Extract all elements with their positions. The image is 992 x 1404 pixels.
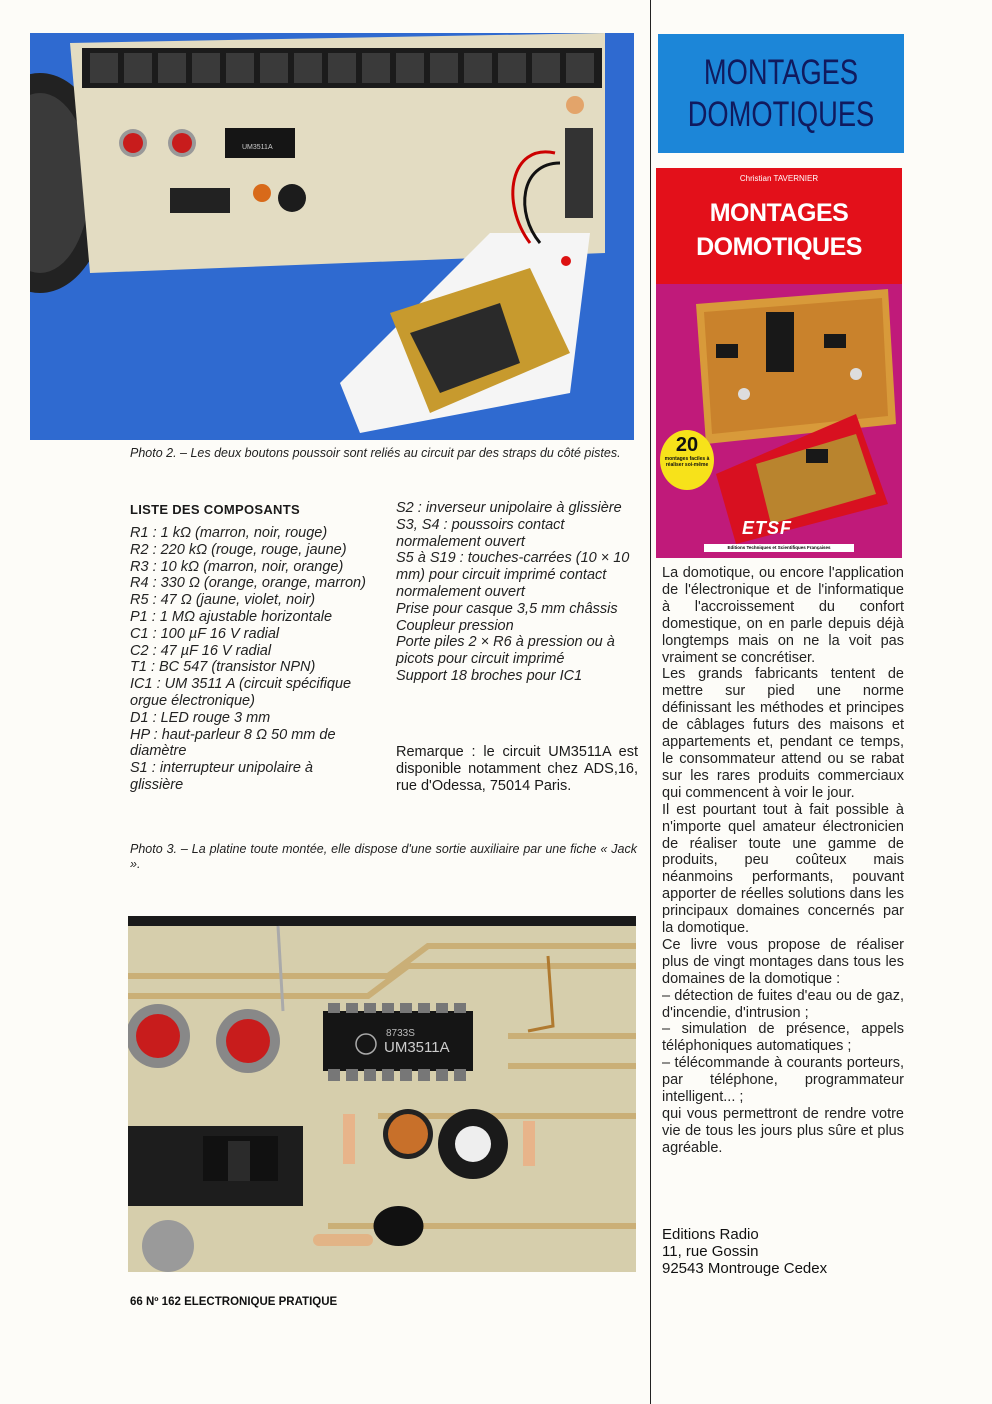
sidebar-header-line2: DOMOTIQUES bbox=[687, 95, 875, 134]
photo-3-image bbox=[128, 916, 636, 1272]
parts-list-right bbox=[396, 500, 638, 685]
book-badge-text: montages faciles à réaliser soi-même bbox=[664, 456, 710, 468]
photo-3-chip-label: UM3511A bbox=[384, 1039, 450, 1056]
address-line: 11, rue Gossin bbox=[662, 1243, 759, 1260]
parts-item: R3 : 10 kΩ (marron, noir, orange) bbox=[130, 558, 344, 575]
address-line: 92543 Montrouge Cedex bbox=[662, 1260, 828, 1277]
parts-item: D1 : LED rouge 3 mm bbox=[130, 709, 271, 726]
parts-item: Porte piles 2 × R6 à pression ou à picots pour circuit imprimé bbox=[396, 634, 615, 668]
parts-list-title: LISTE DES COMPOSANTS bbox=[130, 502, 300, 517]
paragraph: – détection de fuites d'eau ou de gaz, d'incendie, d'intrusion ; bbox=[662, 987, 904, 1021]
sidebar-header bbox=[658, 34, 904, 153]
parts-list-left bbox=[130, 525, 370, 794]
parts-item: HP : haut-parleur 8 Ω 50 mm de diamètre bbox=[130, 726, 336, 760]
column-divider bbox=[650, 0, 651, 1404]
book-title-line2: DOMOTIQUES bbox=[696, 233, 862, 261]
photo-2-caption: Photo 2. – Les deux boutons poussoir sont reliés au circuit par des straps du côté pistes. bbox=[130, 446, 621, 460]
paragraph: – simulation de présence, appels téléphoniques automatiques ; bbox=[662, 1021, 904, 1055]
parts-item: Coupleur pression bbox=[396, 617, 514, 634]
parts-item: IC1 : UM 3511 A (circuit spécifique orgue électronique) bbox=[130, 676, 352, 709]
paragraph: Ce livre vous propose de réaliser plus de vingt montages dans tous les domaines de la domotique : bbox=[662, 936, 904, 987]
parts-item: S3, S4 : poussoirs contact normalement ouvert bbox=[396, 516, 565, 550]
photo-2-chip-label: UM3511A bbox=[242, 144, 273, 151]
parts-item: S1 : interrupteur unipolaire à glissière bbox=[130, 760, 313, 793]
parts-item: Prise pour casque 3,5 mm châssis bbox=[396, 600, 618, 617]
book-cover bbox=[656, 168, 902, 558]
book-title bbox=[656, 196, 902, 264]
book-badge bbox=[660, 430, 714, 490]
book-publisher-name: Editions Techniques et Scientifiques Françaises bbox=[704, 544, 854, 552]
parts-item: R4 : 330 Ω (orange, orange, marron) bbox=[130, 575, 366, 592]
paragraph: qui vous permettront de rendre votre vie de tous les jours plus sûre et plus agréable. bbox=[662, 1106, 904, 1156]
parts-item: R1 : 1 kΩ (marron, noir, rouge) bbox=[130, 525, 328, 541]
parts-item: Support 18 broches pour IC1 bbox=[396, 667, 583, 684]
photo-3-caption: Photo 3. – La platine toute montée, elle dispose d'une sortie auxiliaire par une fiche « Jack ». bbox=[130, 842, 637, 871]
paragraph: Les grands fabricants tentent de mettre sur pied une norme définissant les méthodes et principes de câblages futurs des maisons et appartements et, pendant ce temps, le consommateur attend ou se rabat sur les rares produits commerciaux qui commencent à voir le jour. bbox=[662, 666, 904, 801]
paragraph: Il est pourtant tout à fait possible à n'importe quel amateur électronicien de réaliser toute une gamme de produits, peu coûteux mais néanmoins performants, pouvant apporter de réelles solutions dans les principaux domaines concernés par la domotique. bbox=[662, 801, 904, 937]
photo-3-chip-code: 8733S bbox=[386, 1028, 415, 1039]
remark-text: Remarque : le circuit UM3511A est disponible notamment chez ADS,16, rue d'Odessa, 75014 Paris. bbox=[396, 744, 638, 794]
photo-2 bbox=[30, 33, 634, 440]
address-line: Editions Radio bbox=[662, 1226, 759, 1243]
book-title-line1: MONTAGES bbox=[709, 199, 849, 227]
publisher-address bbox=[662, 1226, 827, 1277]
parts-item: R2 : 220 kΩ (rouge, rouge, jaune) bbox=[130, 541, 347, 558]
photo-3 bbox=[128, 916, 636, 1272]
paragraph: La domotique, ou encore l'application de l'électronique et de l'informatique à l'accroissement du confort domestique, on en parle depuis déjà longtemps mais on ne la voit pas vraiment se concrétiser. bbox=[662, 565, 904, 666]
parts-item: T1 : BC 547 (transistor NPN) bbox=[130, 659, 316, 676]
sidebar-body-text bbox=[662, 565, 904, 1157]
parts-item: C1 : 100 µF 16 V radial bbox=[130, 625, 280, 642]
parts-item: S2 : inverseur unipolaire à glissière bbox=[396, 500, 622, 516]
book-badge-number: 20 bbox=[675, 434, 699, 456]
parts-item: S5 à S19 : touches-carrées (10 × 10 mm) pour circuit imprimé contact normalement ouvert bbox=[396, 550, 630, 600]
page-footer: 66 Nº 162 ELECTRONIQUE PRATIQUE bbox=[130, 1296, 338, 1308]
parts-item: C2 : 47 µF 16 V radial bbox=[130, 642, 272, 659]
parts-item: R5 : 47 Ω (jaune, violet, noir) bbox=[130, 592, 316, 609]
book-publisher-logo: ETSF bbox=[742, 518, 793, 538]
paragraph: – télécommande à courants porteurs, par téléphone, programmateur intelligent... ; bbox=[662, 1055, 904, 1106]
book-author: Christian TAVERNIER bbox=[739, 174, 819, 183]
photo-2-image bbox=[30, 33, 634, 440]
parts-item: P1 : 1 MΩ ajustable horizontale bbox=[130, 608, 333, 625]
sidebar-header-line1: MONTAGES bbox=[703, 53, 859, 92]
book-cover-image bbox=[656, 284, 902, 558]
